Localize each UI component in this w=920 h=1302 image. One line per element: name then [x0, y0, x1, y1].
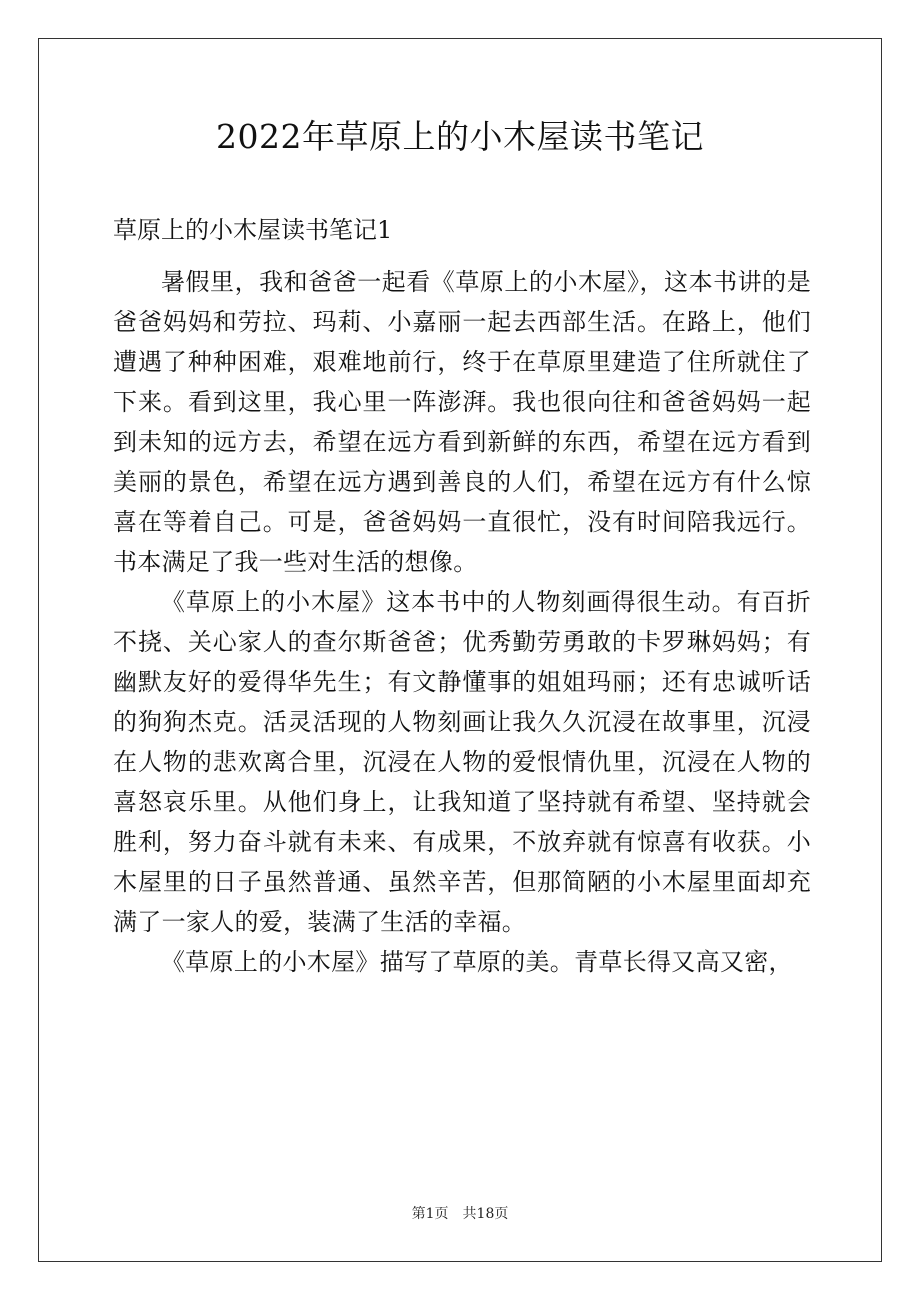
page-footer: [0, 1204, 920, 1224]
page-number: 第1页: [411, 1206, 449, 1222]
document-body: [113, 262, 811, 982]
paragraph-3: 《草原上的小木屋》描写了草原的美。青草长得又高又密，: [161, 948, 793, 976]
paragraph-2: 《草原上的小木屋》这本书中的人物刻画得很生动。有百折不挠、关心家人的查尔斯爸爸；优秀勤劳勇敢的卡罗琳妈妈；有幽默友好的爱得华先生；有文静懂事的姐姐玛丽；还有忠诚听话的狗狗杰克。活灵活现的人物刻画让我久久沉浸在故事里，沉浸在人物的悲欢离合里，沉浸在人物的爱恨情仇里，沉浸在人物的喜怒哀乐里。从他们身上，让我知道了坚持就有希望、坚持就会胜利，努力奋斗就有未来、有成果，不放弃就有惊喜有收获。小木屋里的日子虽然普通、虽然辛苦，但那简陋的小木屋里面却充满了一家人的爱，装满了生活的幸福。: [113, 588, 811, 936]
paragraph-1: 暑假里，我和爸爸一起看《草原上的小木屋》，这本书讲的是爸爸妈妈和劳拉、玛莉、小嘉丽一起去西部生活。在路上，他们遭遇了种种困难，艰难地前行，终于在草原里建造了住所就住了下来。看到这里，我心里一阵澎湃。我也很向往和爸爸妈妈一起到未知的远方去，希望在远方看到新鲜的东西，希望在远方看到美丽的景色，希望在远方遇到善良的人们，希望在远方有什么惊喜在等着自己。可是，爸爸妈妈一直很忙，没有时间陪我远行。书本满足了我一些对生活的想像。: [113, 268, 811, 576]
page-total: 共18页: [462, 1206, 509, 1222]
section-heading: 草原上的小木屋读书笔记1: [113, 216, 393, 244]
document-title: 2022年草原上的小木屋读书笔记: [216, 117, 704, 156]
